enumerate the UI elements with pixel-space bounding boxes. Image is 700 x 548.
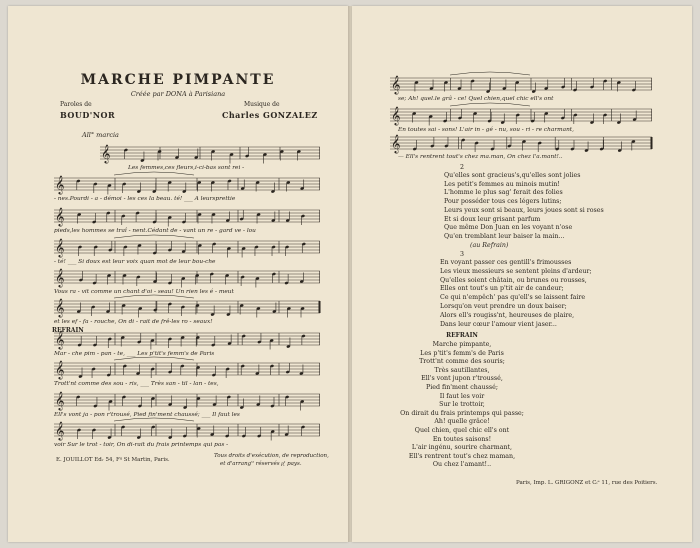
music-staff bbox=[54, 295, 320, 318]
verse-line: Les petit's femmes au minois mutin! bbox=[444, 180, 560, 188]
svg-text:𝄞: 𝄞 bbox=[55, 175, 65, 194]
verse-line: Que même Don Juan en les voyant n'ose bbox=[444, 224, 573, 232]
song-title: MARCHE PIMPANTE bbox=[80, 72, 276, 88]
music-staff bbox=[54, 418, 320, 441]
music-staff bbox=[54, 235, 320, 258]
lyric-line: - té! ___ Si doux est leur voix quan mot de leur bou-che bbox=[54, 259, 216, 265]
svg-text:𝄞: 𝄞 bbox=[55, 268, 65, 287]
svg-text:𝄞: 𝄞 bbox=[391, 75, 401, 94]
verse-line: Dans leur cœur l'amour vient jaser... bbox=[440, 320, 557, 328]
verse-line: Sur le trottoir, bbox=[439, 401, 485, 409]
lyric-line: Les femmes,ces fleurs,i-ci-bas sont rei - bbox=[128, 165, 245, 171]
verse-line: Ah! quelle grâce! bbox=[434, 418, 490, 426]
music-staff bbox=[54, 207, 320, 227]
svg-text:𝄞: 𝄞 bbox=[55, 298, 65, 317]
printer-line: Paris, Imp. L. GRIGONZ et Cᵢᵉ 11, rue des Poitiers. bbox=[516, 480, 658, 486]
verse-line: L'air ingénu, sourire charmant, bbox=[411, 444, 513, 452]
verse-line: Il faut les voir bbox=[439, 392, 485, 400]
lyric-line: En toutes sai - sons! L'air in - gé - nu, sou - ri - re charmant, bbox=[398, 127, 574, 133]
song-subtitle: Créée par DONA à Parisiana bbox=[130, 90, 226, 98]
music-staff bbox=[390, 103, 652, 126]
publisher-line: E. JOUILLOT Edᵣ 54, Fᵍ St Martin, Paris. bbox=[56, 457, 170, 463]
tempo-marking: All° marcia bbox=[82, 131, 119, 139]
lyric-line: voir Sur le trot - toir, On di-rait du frais printemps qui pas - bbox=[54, 442, 229, 448]
lyric-line: Mar - che pim - pan - te, ___ Les p'tit's femm's de Paris bbox=[54, 351, 215, 357]
right-page bbox=[352, 6, 692, 542]
verse-line: En toutes saisons! bbox=[432, 435, 492, 443]
lyric-line: Vous ra - vit comme un chant d'oi - seau! Un rien les é - meut bbox=[54, 289, 234, 295]
svg-text:𝄞: 𝄞 bbox=[55, 238, 65, 257]
verse-line: Ell's vont jupon r'troussé, bbox=[421, 375, 503, 383]
left-page bbox=[8, 6, 348, 542]
lyric-line: et les ef - fa - rouche, On di - rait de frê-les ro - seaux! bbox=[54, 319, 213, 325]
svg-text:𝄞: 𝄞 bbox=[55, 360, 65, 379]
verse-line: L'homme le plus sag' ferait des folies bbox=[444, 189, 563, 197]
verse-line: Lorsqu'on veut prendre un doux baiser; bbox=[440, 302, 567, 310]
left-sheet-music bbox=[8, 6, 348, 446]
lyric-line: - nes.Pourdi - a - démoi - les ces la beau. té! ___ A leursprettie bbox=[54, 196, 236, 202]
verse-line: On dirait du frais printemps qui passe; bbox=[400, 409, 524, 417]
verse-line: Très sautillantes, bbox=[434, 366, 490, 374]
lyric-line: Trott'nt comme des sou - ris, ___ Très san - til - lan - tes, bbox=[54, 381, 219, 387]
refrain-label: REFRAIN bbox=[52, 327, 84, 334]
lyric-line: — Ell's rentrent tout's chez ma.man, On chez l'a.mant!.. bbox=[398, 154, 563, 160]
rights-notice: Tous droits d'exécution, de reproduction, bbox=[214, 453, 329, 459]
verse-line: Ell's rentrent tout's chez maman, bbox=[408, 452, 516, 460]
refrain-text bbox=[352, 341, 572, 470]
stanza-2 bbox=[444, 172, 604, 242]
svg-text:𝄞: 𝄞 bbox=[55, 207, 65, 226]
verse-line: Et si doux leur grisant parfum bbox=[444, 215, 541, 223]
verse-line: Quel chien, quel chic ell's ont bbox=[414, 426, 510, 434]
lyric-line: se; Ah! quel.le grâ - ce! Quel chien,quel chic ell's ont bbox=[398, 96, 554, 102]
svg-text:𝄞: 𝄞 bbox=[391, 106, 401, 125]
right-sheet-music bbox=[352, 6, 692, 166]
lyric-line: pieds,les hommes se traî - nent.Cédant de - vant un re - gard ve - lou bbox=[54, 228, 256, 234]
stanza-number: 2 bbox=[459, 164, 464, 171]
verse-line: Qu'en tremblant leur baiser la main... bbox=[444, 232, 565, 240]
verse-line: Trott'nt comme des souris; bbox=[419, 358, 505, 366]
svg-text:𝄞: 𝄞 bbox=[55, 330, 65, 349]
music-staff bbox=[54, 268, 320, 288]
svg-text:𝄞: 𝄞 bbox=[101, 144, 111, 163]
verse-line: Elles ont tout's un p'tit air de candeur; bbox=[440, 285, 564, 293]
composer-name: Charles GONZALEZ bbox=[222, 110, 318, 120]
refrain-label: REFRAIN bbox=[446, 332, 478, 339]
verse-line: Leurs yeux sont si beaux, leurs joues sont si roses bbox=[444, 206, 604, 214]
verse-line: Marche pimpante, bbox=[432, 341, 492, 348]
stanza-number: 3 bbox=[459, 251, 464, 258]
svg-text:𝄞: 𝄞 bbox=[391, 134, 401, 153]
music-staff bbox=[390, 72, 652, 95]
verse-line: Qu'elles soient châtain, ou brunes ou rousses, bbox=[440, 276, 587, 284]
svg-text:𝄞: 𝄞 bbox=[55, 391, 65, 410]
rights-notice: et d'arrang'ᵗ réservés p᷊ᵗ pays. bbox=[220, 461, 302, 467]
refrain-cue: (au Refrain) bbox=[470, 242, 509, 249]
verse-line: Les p'tit's femm's de Paris bbox=[420, 349, 504, 357]
verse-line: Ou chez l'amant!.. bbox=[432, 461, 492, 469]
music-by-label: Musique de bbox=[244, 101, 280, 108]
words-by-label: Paroles de bbox=[60, 101, 92, 108]
verse-line: En voyant passer ces gentill's frimousses bbox=[440, 259, 572, 266]
music-staff bbox=[100, 144, 320, 164]
music-staff bbox=[54, 391, 320, 411]
music-staff bbox=[54, 357, 320, 380]
music-staff bbox=[54, 172, 320, 195]
stanza-3 bbox=[440, 259, 592, 329]
svg-text:𝄞: 𝄞 bbox=[55, 421, 65, 440]
music-staff bbox=[54, 330, 320, 350]
verse-line: Pour posséder tous ces légers lutins; bbox=[444, 198, 562, 206]
lyricist-name: BOUD'NOR bbox=[60, 110, 116, 120]
verse-line: Ce qui n'empêch' pas qu'ell's se laissent faire bbox=[440, 294, 586, 302]
lyric-line: Ell's vont ja - pon r'trousé, Pied fin'ment chaussé; ___ Il faut les bbox=[54, 412, 240, 418]
verse-line: Qu'elles sont gracieus's,qu'elles sont jolies bbox=[444, 172, 581, 179]
verse-line: Les vieux messieurs se sentent pleins d'ardeur; bbox=[440, 267, 592, 275]
verse-line: Alors ell's rougiss'nt, heureuses de plaire, bbox=[440, 311, 575, 319]
music-staff bbox=[390, 134, 652, 154]
verse-line: Pied fin'ment chaussé; bbox=[426, 383, 498, 391]
